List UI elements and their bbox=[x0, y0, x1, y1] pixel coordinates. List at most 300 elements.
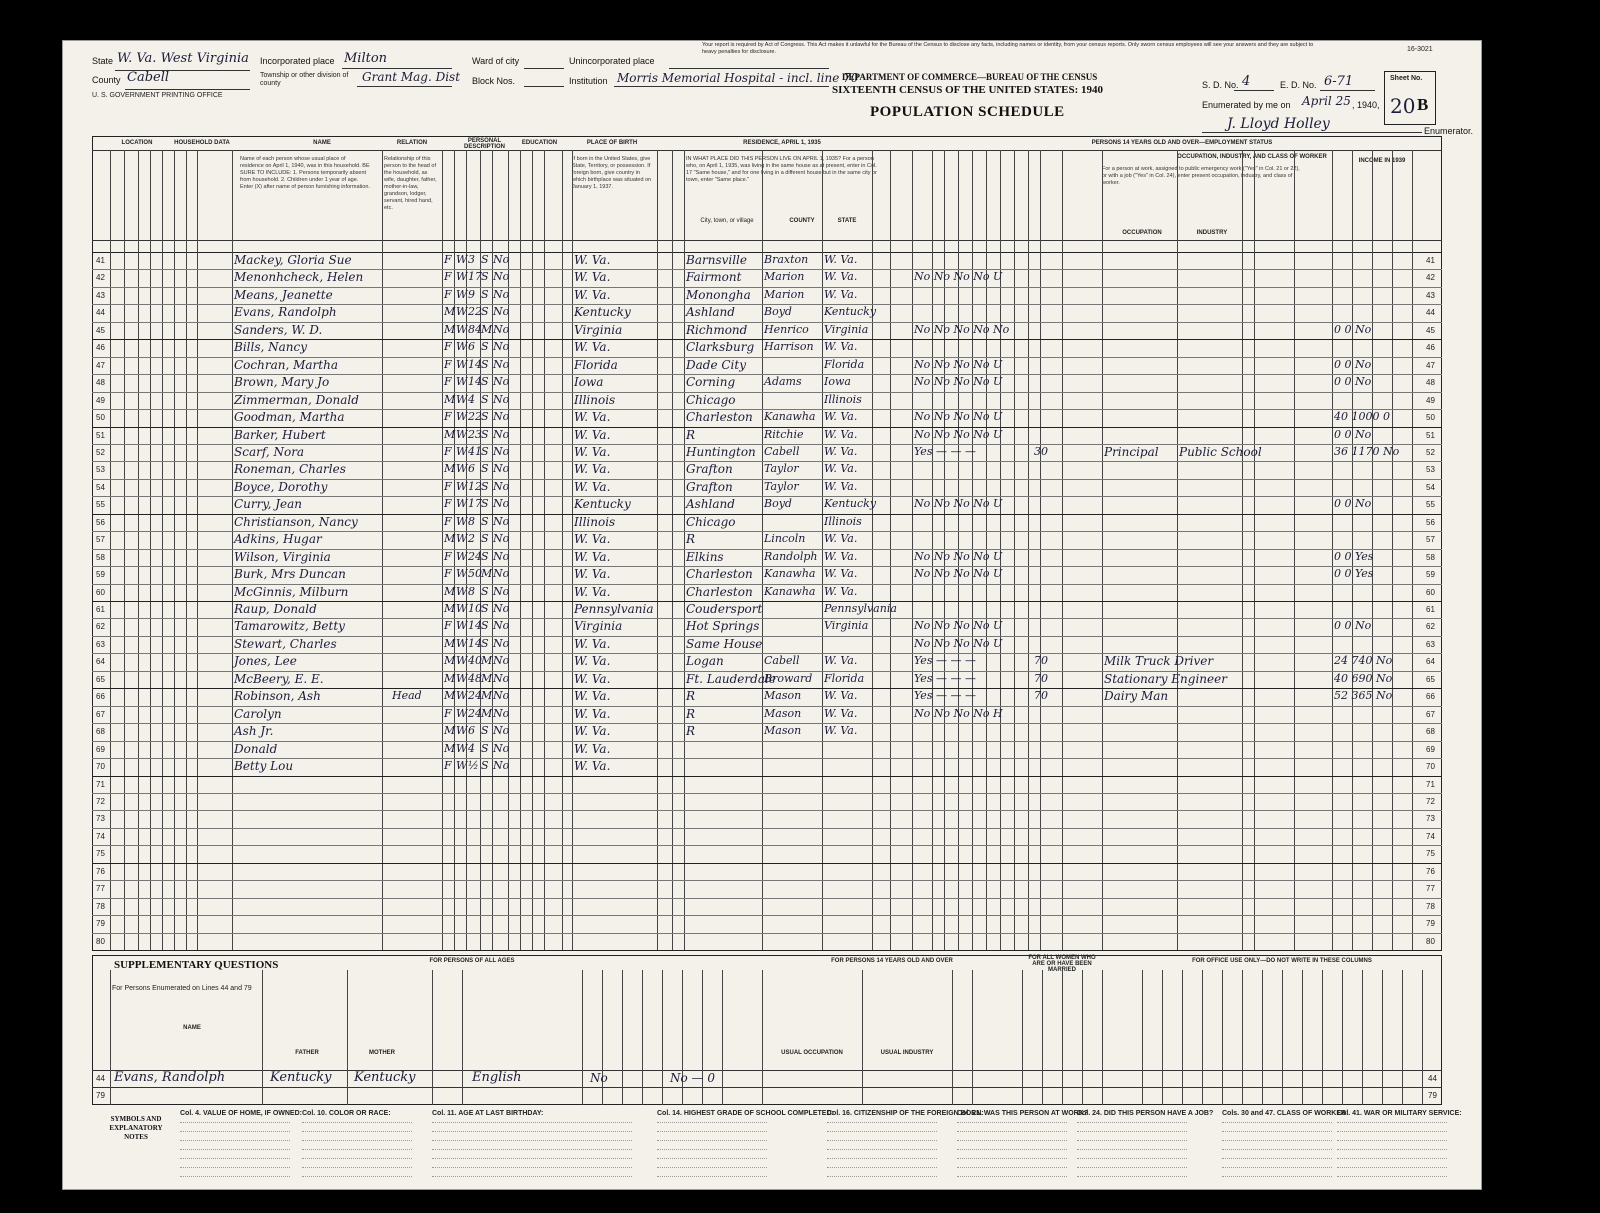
row-school: No bbox=[493, 479, 510, 493]
row-sex: F bbox=[444, 340, 452, 354]
section-employment: PERSONS 14 YEARS OLD AND OVER—EMPLOYMENT STATUS bbox=[1091, 140, 1273, 146]
row-line-number-right: 61 bbox=[1426, 605, 1435, 614]
row-race: W bbox=[456, 305, 468, 319]
row-line-number-right: 74 bbox=[1426, 831, 1435, 841]
row-residence-state: W. Va. bbox=[824, 567, 858, 581]
row-name: Brown, Mary Jo bbox=[234, 375, 330, 390]
row-marital: S bbox=[481, 724, 489, 738]
row-residence-state: Florida bbox=[824, 357, 865, 371]
row-age: 3 bbox=[468, 253, 475, 266]
row-birthplace: Virginia bbox=[574, 619, 623, 634]
row-line-number-right: 48 bbox=[1426, 378, 1435, 388]
supp-line-a: 44 bbox=[96, 1074, 105, 1083]
row-sex: M bbox=[444, 741, 456, 755]
row-residence-state: Illinois bbox=[824, 514, 862, 528]
row-residence-state: Illinois bbox=[824, 392, 862, 406]
row-residence-city: Ashland bbox=[686, 497, 735, 512]
row-age: 14 bbox=[468, 636, 482, 650]
enumerated-year: , 1940, bbox=[1352, 100, 1380, 110]
row-income: 0 0 No bbox=[1334, 619, 1372, 633]
row-line-number: 80 bbox=[96, 936, 105, 946]
row-marital: S bbox=[481, 532, 489, 546]
row-residence-city: Barnsville bbox=[686, 253, 747, 267]
row-residence-state: Virginia bbox=[824, 322, 869, 336]
supp-col-name: NAME bbox=[183, 1025, 201, 1031]
row-employment: Yes — — — bbox=[914, 689, 976, 703]
row-line-number-right: 45 bbox=[1426, 325, 1435, 335]
row-age: 14 bbox=[468, 375, 482, 389]
row-birthplace: Illinois bbox=[574, 392, 616, 407]
row-residence-city: Chicago bbox=[686, 392, 736, 407]
row-school: No bbox=[493, 654, 510, 668]
supp-all-ages: FOR PERSONS OF ALL AGES bbox=[429, 958, 515, 964]
row-age: 14 bbox=[468, 357, 482, 371]
row-birthplace: W. Va. bbox=[574, 567, 611, 582]
row-sex: M bbox=[444, 305, 456, 319]
row-name: Burk, Mrs Duncan bbox=[234, 567, 346, 582]
row-residence-county: Braxton bbox=[764, 253, 809, 266]
row-residence-state: W. Va. bbox=[824, 706, 858, 720]
row-sex: F bbox=[444, 549, 452, 563]
row-name: Goodman, Martha bbox=[234, 410, 345, 425]
row-line-number: 43 bbox=[96, 290, 105, 300]
row-residence-state: Kentucky bbox=[824, 497, 877, 511]
row-sex: F bbox=[444, 497, 452, 511]
row-birthplace: W. Va. bbox=[574, 287, 611, 302]
row-marital: S bbox=[481, 305, 489, 319]
row-name: Boyce, Dorothy bbox=[234, 479, 328, 494]
row-residence-state: W. Va. bbox=[824, 689, 858, 703]
row-line-number: 73 bbox=[96, 814, 105, 824]
row-residence-city: Logan bbox=[686, 654, 724, 669]
row-race: W bbox=[456, 759, 468, 773]
row-birthplace: W. Va. bbox=[574, 549, 611, 564]
enumerator-value: J. Lloyd Holley bbox=[1227, 116, 1330, 132]
row-age: 22 bbox=[468, 410, 482, 424]
row-line-number: 68 bbox=[96, 727, 105, 737]
row-residence-city: R bbox=[686, 689, 696, 704]
footer-symbols: SYMBOLS AND EXPLANATORY NOTES bbox=[109, 1115, 163, 1141]
row-residence-county: Mason bbox=[764, 724, 802, 738]
row-employment: No No No No U bbox=[914, 567, 1003, 581]
row-birthplace: W. Va. bbox=[574, 706, 611, 721]
row-residence-state: W. Va. bbox=[824, 724, 858, 738]
footer-note-8: Cols. 30 and 47. CLASS OF WORKER: bbox=[1222, 1110, 1349, 1117]
row-hours: 30 bbox=[1034, 444, 1048, 458]
row-line-number: 46 bbox=[96, 343, 105, 353]
row-school: No bbox=[493, 636, 510, 650]
row-residence-city: R bbox=[686, 724, 696, 739]
row-residence-county: Marion bbox=[764, 287, 805, 301]
row-line-number-right: 79 bbox=[1426, 919, 1435, 929]
footer-note-6: Col. 21. WAS THIS PERSON AT WORK? bbox=[957, 1110, 1089, 1117]
row-residence-state: W. Va. bbox=[824, 410, 858, 424]
row-school: No bbox=[493, 514, 510, 528]
row-name: Curry, Jean bbox=[234, 497, 302, 512]
row-line-number: 77 bbox=[96, 884, 105, 894]
row-birthplace: W. Va. bbox=[574, 636, 611, 651]
row-line-number-right: 49 bbox=[1426, 395, 1435, 405]
row-marital: S bbox=[481, 444, 489, 458]
row-sex: F bbox=[444, 619, 452, 633]
row-line-number: 63 bbox=[96, 639, 105, 649]
row-school: No bbox=[493, 759, 510, 773]
row-residence-state: Virginia bbox=[824, 619, 869, 633]
incorporated-label: Incorporated place bbox=[260, 56, 335, 66]
col-county: COUNTY bbox=[789, 218, 815, 224]
row-race: W bbox=[456, 410, 468, 424]
row-name: Means, Jeanette bbox=[234, 287, 333, 302]
row-birthplace: Virginia bbox=[574, 322, 623, 337]
row-occupation: Stationary Engineer bbox=[1104, 671, 1227, 686]
row-line-number-right: 73 bbox=[1426, 814, 1435, 824]
row-residence-state: W. Va. bbox=[824, 532, 858, 546]
row-sex: F bbox=[444, 759, 452, 773]
row-sex: M bbox=[444, 689, 456, 703]
row-residence-city: Charleston bbox=[686, 584, 753, 599]
row-residence-state: W. Va. bbox=[824, 427, 858, 441]
row-line-number: 65 bbox=[96, 674, 105, 684]
row-race: W bbox=[456, 706, 468, 720]
row-sex: F bbox=[444, 253, 452, 266]
row-name: Christianson, Nancy bbox=[234, 514, 358, 529]
row-name: Evans, Randolph bbox=[234, 305, 337, 320]
row-sex: M bbox=[444, 636, 456, 650]
row-race: W bbox=[456, 253, 468, 266]
footer-note-3: Col. 11. AGE AT LAST BIRTHDAY: bbox=[432, 1110, 544, 1117]
row-school: No bbox=[493, 270, 510, 284]
section-income: INCOME IN 1939 bbox=[1358, 158, 1406, 164]
row-marital: M bbox=[481, 322, 493, 336]
row-race: W bbox=[456, 619, 468, 633]
sheet-letter: B bbox=[1417, 95, 1429, 114]
row-race: W bbox=[456, 287, 468, 301]
supp-over14: FOR PERSONS 14 YEARS OLD AND OVER bbox=[831, 958, 953, 964]
row-sex: M bbox=[444, 322, 456, 336]
row-race: W bbox=[456, 532, 468, 546]
row-sex: M bbox=[444, 462, 456, 476]
row-sex: F bbox=[444, 357, 452, 371]
row-line-number-right: 50 bbox=[1426, 413, 1435, 423]
row-name: Cochran, Martha bbox=[234, 357, 338, 372]
row-sex: F bbox=[444, 567, 452, 581]
supp-women: FOR ALL WOMEN WHO ARE OR HAVE BEEN MARRIED bbox=[1028, 955, 1096, 973]
row-birthplace: W. Va. bbox=[574, 427, 611, 442]
row-line-number: 59 bbox=[96, 570, 105, 580]
section-relation: RELATION bbox=[396, 140, 428, 146]
row-line-number: 78 bbox=[96, 901, 105, 911]
row-sex: M bbox=[444, 602, 456, 615]
row-residence-county: Kanawha bbox=[764, 584, 816, 598]
row-income: 0 0 Yes bbox=[1334, 567, 1374, 581]
row-age: 8 bbox=[468, 584, 475, 598]
row-school: No bbox=[493, 724, 510, 738]
row-line-number-right: 69 bbox=[1426, 744, 1435, 754]
row-name: Robinson, Ash bbox=[234, 689, 321, 704]
footer-note-1: Col. 4. VALUE OF HOME, IF OWNED: bbox=[180, 1110, 302, 1117]
row-line-number: 66 bbox=[96, 692, 105, 702]
schedule-title: POPULATION SCHEDULE bbox=[870, 104, 1065, 120]
sheet-value: 20 bbox=[1390, 94, 1416, 118]
row-name: Roneman, Charles bbox=[234, 462, 346, 477]
row-birthplace: W. Va. bbox=[574, 340, 611, 355]
row-residence-county: Taylor bbox=[764, 479, 799, 493]
row-line-number: 48 bbox=[96, 378, 105, 388]
row-residence-county: Harrison bbox=[764, 340, 814, 354]
state-label: State bbox=[92, 56, 114, 66]
row-sex: F bbox=[444, 270, 452, 284]
supp-entry-ss: No — 0 bbox=[670, 1071, 715, 1085]
section-birthplace: PLACE OF BIRTH bbox=[586, 140, 638, 146]
row-residence-county: Taylor bbox=[764, 462, 799, 476]
row-hours: 70 bbox=[1034, 654, 1048, 668]
row-school: No bbox=[493, 322, 510, 336]
row-line-number-right: 70 bbox=[1426, 762, 1435, 772]
row-school: No bbox=[493, 706, 510, 720]
row-line-number: 57 bbox=[96, 535, 105, 545]
row-residence-state: W. Va. bbox=[824, 654, 858, 668]
supp-entry-tongue: English bbox=[472, 1070, 522, 1085]
row-line-number-right: 54 bbox=[1426, 482, 1435, 492]
row-line-number-right: 53 bbox=[1426, 465, 1435, 475]
row-line-number-right: 75 bbox=[1426, 849, 1435, 859]
row-residence-county: Adams bbox=[764, 375, 802, 389]
row-residence-city: Ft. Lauderdale bbox=[686, 671, 776, 686]
state-value: W. Va. West Virginia bbox=[117, 51, 249, 66]
row-marital: S bbox=[481, 619, 489, 633]
row-line-number-right: 80 bbox=[1426, 936, 1435, 946]
row-sex: M bbox=[444, 427, 456, 441]
row-marital: S bbox=[481, 759, 489, 773]
row-residence-state: W. Va. bbox=[824, 270, 858, 284]
row-residence-county: Cabell bbox=[764, 654, 800, 668]
row-age: 10 bbox=[468, 602, 482, 615]
row-marital: S bbox=[481, 497, 489, 511]
supp-col-usual-ind: USUAL INDUSTRY bbox=[880, 1050, 934, 1056]
row-birthplace: W. Va. bbox=[574, 584, 611, 599]
row-age: 23 bbox=[468, 427, 482, 441]
row-residence-city: Dade City bbox=[686, 357, 746, 372]
row-marital: M bbox=[481, 654, 493, 668]
row-age: 40 bbox=[468, 654, 482, 668]
row-birthplace: Kentucky bbox=[574, 305, 631, 320]
footer-note-4: Col. 14. HIGHEST GRADE OF SCHOOL COMPLETED: bbox=[657, 1110, 834, 1117]
row-employment: No No No No U bbox=[914, 270, 1003, 284]
row-age: 14 bbox=[468, 619, 482, 633]
row-birthplace: W. Va. bbox=[574, 444, 611, 459]
row-line-number-right: 42 bbox=[1426, 273, 1435, 283]
row-sex: M bbox=[444, 392, 456, 406]
row-line-number-right: 46 bbox=[1426, 343, 1435, 353]
row-marital: S bbox=[481, 602, 489, 615]
row-residence-county: Kanawha bbox=[764, 410, 816, 424]
row-birthplace: W. Va. bbox=[574, 479, 611, 494]
row-race: W bbox=[456, 479, 468, 493]
department: DEPARTMENT OF COMMERCE—BUREAU OF THE CENSUS bbox=[842, 72, 1098, 82]
row-race: W bbox=[456, 567, 468, 581]
row-birthplace: W. Va. bbox=[574, 689, 611, 704]
row-school: No bbox=[493, 305, 510, 319]
row-residence-county: Broward bbox=[764, 671, 813, 685]
township-label: Township or other division of county bbox=[260, 72, 349, 87]
row-residence-state: W. Va. bbox=[824, 444, 858, 458]
row-income: 40 1000 0 bbox=[1334, 410, 1390, 424]
row-income: 0 0 No bbox=[1334, 322, 1372, 336]
row-line-number: 74 bbox=[96, 831, 105, 841]
row-residence-city: Monongha bbox=[686, 287, 751, 302]
row-line-number: 62 bbox=[96, 622, 105, 632]
row-residence-county: Cabell bbox=[764, 444, 800, 458]
row-line-number-right: 56 bbox=[1426, 517, 1435, 527]
row-birthplace: W. Va. bbox=[574, 410, 611, 425]
row-line-number-right: 77 bbox=[1426, 884, 1435, 894]
row-age: 41 bbox=[468, 444, 482, 458]
row-residence-city: Corning bbox=[686, 375, 736, 390]
row-sex: F bbox=[444, 514, 452, 528]
row-residence-county: Boyd bbox=[764, 305, 792, 319]
row-birthplace: W. Va. bbox=[574, 654, 611, 669]
row-hours: 70 bbox=[1034, 689, 1048, 703]
row-race: W bbox=[456, 584, 468, 598]
row-employment: No No No No H bbox=[914, 706, 1003, 720]
row-race: W bbox=[456, 514, 468, 528]
block-label: Block Nos. bbox=[472, 76, 516, 86]
row-line-number: 79 bbox=[96, 919, 105, 929]
row-name: Betty Lou bbox=[234, 759, 294, 774]
row-race: W bbox=[456, 322, 468, 336]
row-marital: M bbox=[481, 706, 493, 720]
row-income: 0 0 No bbox=[1334, 357, 1372, 371]
row-birthplace: W. Va. bbox=[574, 741, 611, 756]
row-race: W bbox=[456, 689, 468, 703]
enumerated-value: April 25 bbox=[1302, 94, 1351, 108]
row-marital: S bbox=[481, 410, 489, 424]
census-title: SIXTEENTH CENSUS OF THE UNITED STATES: 1940 bbox=[832, 84, 1103, 96]
row-age: 17 bbox=[468, 270, 482, 284]
row-race: W bbox=[456, 375, 468, 389]
row-occupation: Principal bbox=[1104, 444, 1159, 459]
row-school: No bbox=[493, 549, 510, 563]
row-line-number-right: 62 bbox=[1426, 622, 1435, 632]
row-sex: M bbox=[444, 671, 456, 685]
row-marital: S bbox=[481, 287, 489, 301]
row-employment: No No No No U bbox=[914, 410, 1003, 424]
row-residence-city: Charleston bbox=[686, 567, 753, 582]
incorporated-value: Milton bbox=[344, 51, 388, 66]
row-residence-city: Same House bbox=[686, 636, 763, 651]
row-race: W bbox=[456, 270, 468, 284]
row-line-number: 69 bbox=[96, 744, 105, 754]
row-income: 36 1170 No bbox=[1334, 444, 1400, 458]
row-school: No bbox=[493, 287, 510, 301]
row-line-number: 61 bbox=[96, 605, 105, 614]
row-line-number: 55 bbox=[96, 500, 105, 510]
row-marital: S bbox=[481, 375, 489, 389]
row-line-number-right: 65 bbox=[1426, 674, 1435, 684]
row-employment: No No No No U bbox=[914, 636, 1003, 650]
row-line-number-right: 43 bbox=[1426, 290, 1435, 300]
row-sex: F bbox=[444, 706, 452, 720]
row-age: 2 bbox=[468, 532, 475, 546]
row-race: W bbox=[456, 497, 468, 511]
row-school: No bbox=[493, 532, 510, 546]
row-residence-county: Lincoln bbox=[764, 532, 806, 546]
row-school: No bbox=[493, 462, 510, 476]
row-marital: S bbox=[481, 253, 489, 266]
section-household: HOUSEHOLD DATA bbox=[174, 140, 230, 146]
row-residence-city: Huntington bbox=[686, 444, 756, 459]
row-school: No bbox=[493, 444, 510, 458]
sd-label: S. D. No. bbox=[1202, 80, 1239, 90]
row-age: 4 bbox=[468, 741, 475, 755]
row-line-number-right: 64 bbox=[1426, 657, 1435, 667]
row-sex: F bbox=[444, 287, 452, 301]
supp-entry-vet: No bbox=[590, 1071, 608, 1085]
row-age: 6 bbox=[468, 462, 475, 476]
row-line-number-right: 67 bbox=[1426, 709, 1435, 719]
supp-col-usual-occ: USUAL OCCUPATION bbox=[781, 1050, 843, 1056]
row-school: No bbox=[493, 619, 510, 633]
ward-label: Ward of city bbox=[472, 56, 520, 66]
row-income: 52 365 No bbox=[1334, 689, 1393, 703]
row-marital: M bbox=[481, 689, 493, 703]
row-sex: F bbox=[444, 375, 452, 389]
row-age: 48 bbox=[468, 671, 482, 685]
row-name: Scarf, Nora bbox=[234, 444, 305, 459]
row-race: W bbox=[456, 636, 468, 650]
row-residence-state: W. Va. bbox=[824, 253, 858, 266]
row-line-number-right: 66 bbox=[1426, 692, 1435, 702]
row-line-number: 67 bbox=[96, 709, 105, 719]
col-industry: INDUSTRY bbox=[1196, 230, 1228, 236]
supp-office: FOR OFFICE USE ONLY—DO NOT WRITE IN THESE COLUMNS bbox=[1192, 958, 1372, 964]
row-residence-city: R bbox=[686, 427, 696, 442]
col-state: STATE bbox=[837, 218, 857, 224]
row-sex: M bbox=[444, 654, 456, 668]
supp-col-mother: MOTHER bbox=[369, 1050, 395, 1056]
supp-line-b-right: 79 bbox=[1428, 1091, 1437, 1100]
row-residence-city: Charleston bbox=[686, 410, 753, 425]
row-race: W bbox=[456, 392, 468, 406]
row-residence-state: Florida bbox=[824, 671, 865, 685]
row-residence-city: R bbox=[686, 532, 696, 547]
row-race: W bbox=[456, 549, 468, 563]
supp-entry-name: Evans, Randolph bbox=[114, 1070, 226, 1085]
row-marital: S bbox=[481, 357, 489, 371]
row-marital: S bbox=[481, 427, 489, 441]
row-residence-state: W. Va. bbox=[824, 462, 858, 476]
row-birthplace: Iowa bbox=[574, 375, 604, 390]
unincorporated-label: Unincorporated place bbox=[569, 56, 655, 66]
row-line-number-right: 68 bbox=[1426, 727, 1435, 737]
row-school: No bbox=[493, 671, 510, 685]
row-marital: S bbox=[481, 741, 489, 755]
institution-label: Institution bbox=[569, 76, 608, 86]
row-school: No bbox=[493, 410, 510, 424]
row-line-number: 50 bbox=[96, 413, 105, 423]
row-line-number: 58 bbox=[96, 552, 105, 562]
row-residence-state: Pennsylvania bbox=[824, 602, 897, 615]
sd-value: 4 bbox=[1242, 74, 1251, 89]
row-name: Sanders, W. D. bbox=[234, 322, 323, 337]
row-age: 4 bbox=[468, 392, 475, 406]
row-residence-city: Fairmont bbox=[686, 270, 742, 285]
row-school: No bbox=[493, 340, 510, 354]
county-label: County bbox=[92, 75, 121, 85]
row-race: W bbox=[456, 340, 468, 354]
row-line-number-right: 57 bbox=[1426, 535, 1435, 545]
row-name: Adkins, Hugar bbox=[234, 532, 322, 547]
